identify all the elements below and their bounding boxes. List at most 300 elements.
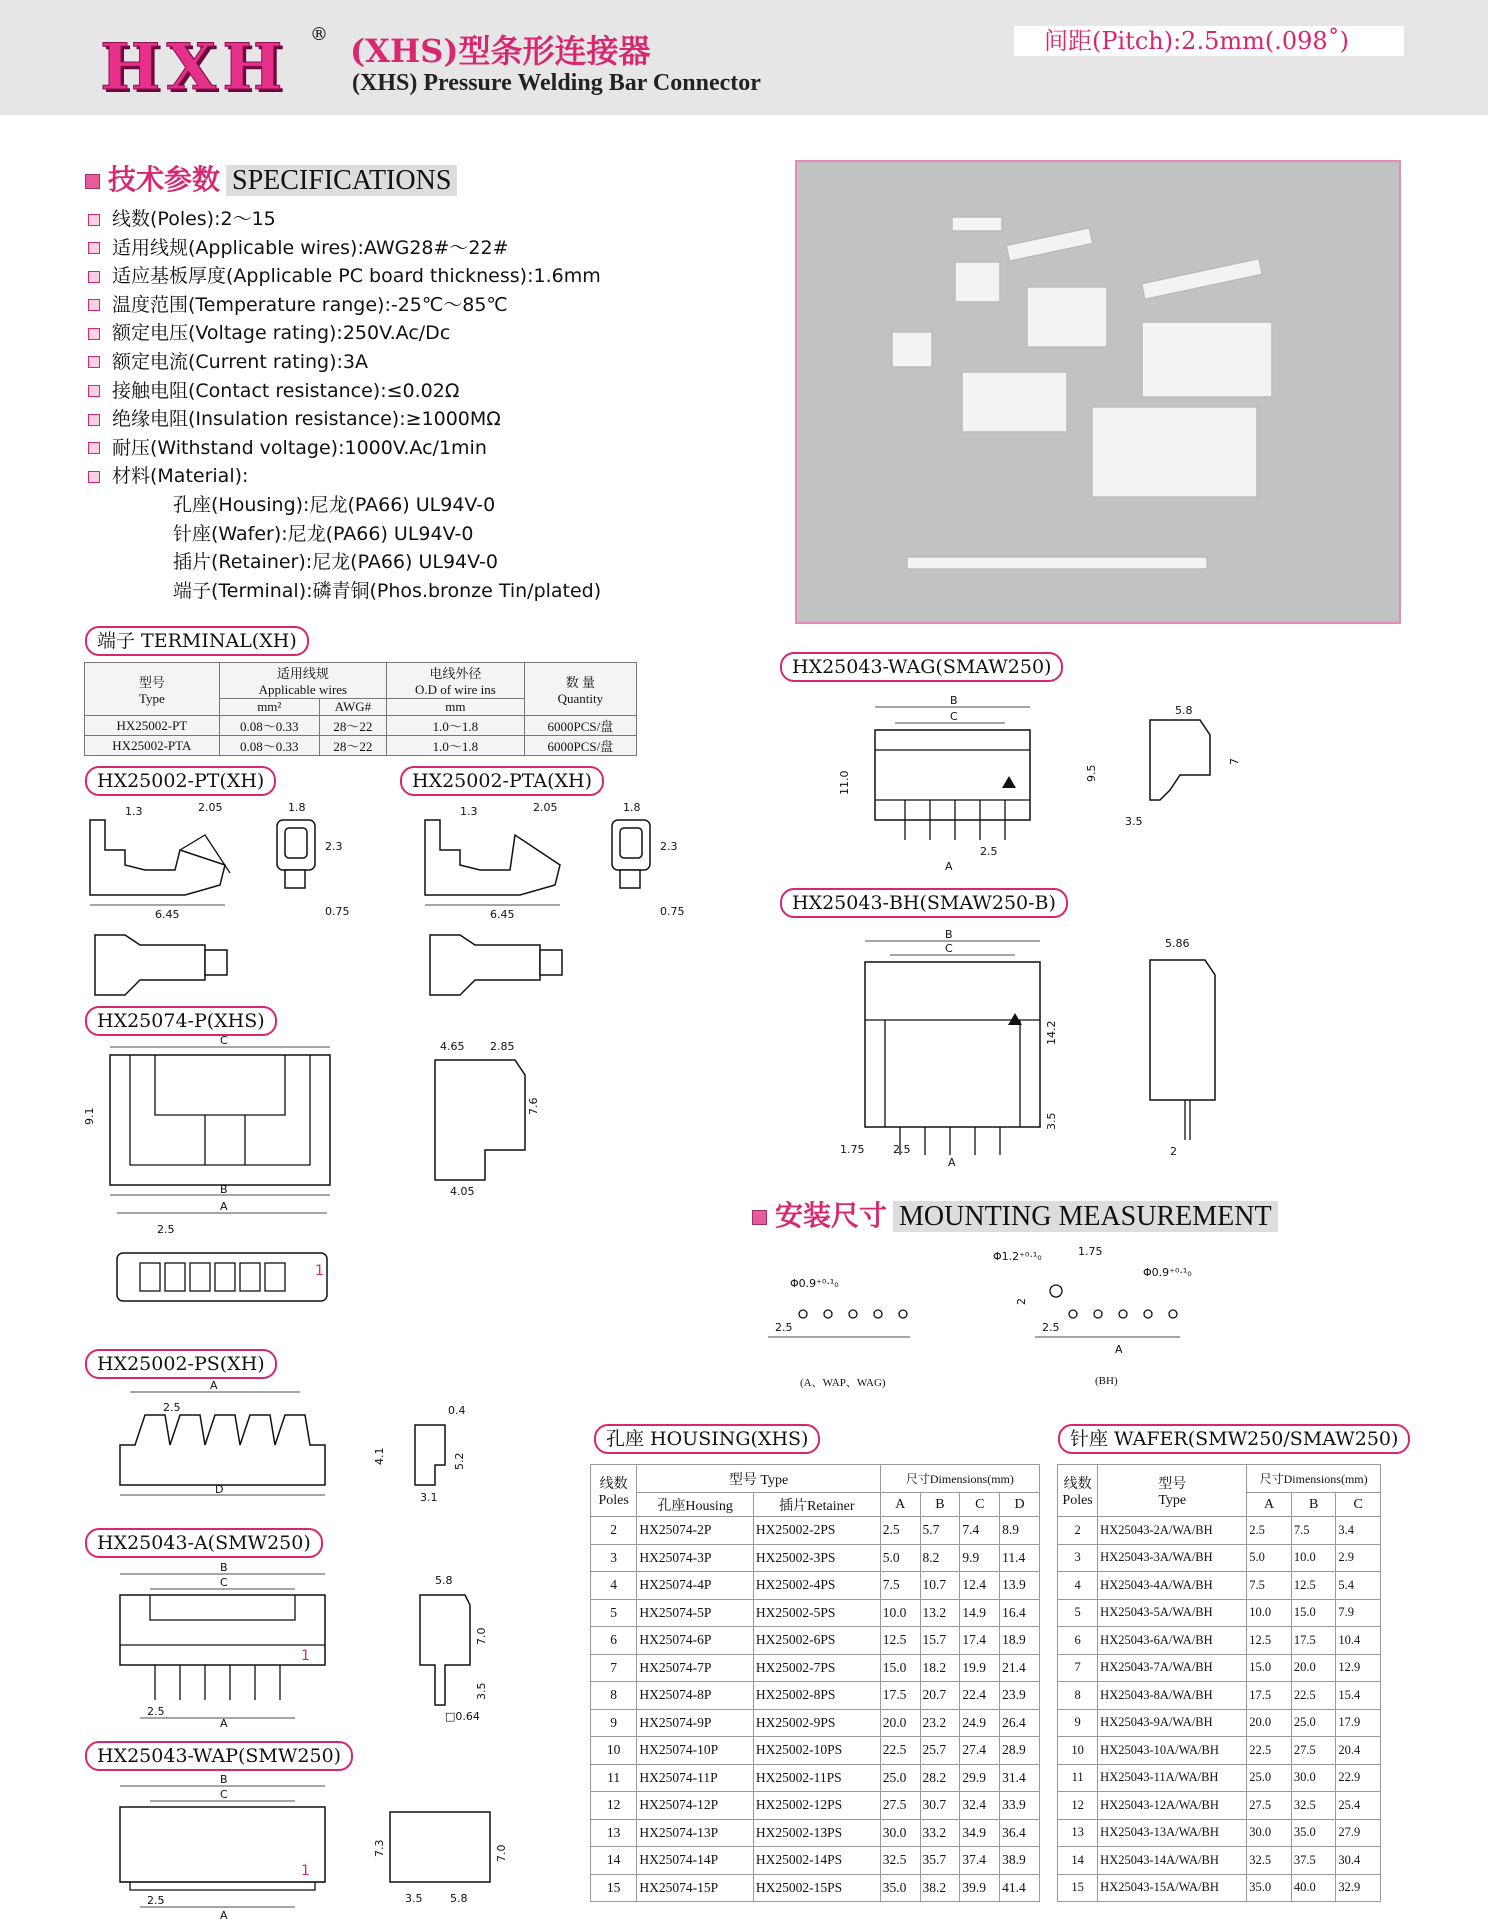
table-cell: 7 (1058, 1654, 1098, 1682)
wag-drawing (830, 690, 1280, 875)
table-cell: HX25043-13A/WA/BH (1098, 1819, 1247, 1847)
table-cell: 28.9 (1000, 1737, 1040, 1765)
table-cell: 7.5 (1291, 1517, 1336, 1545)
table-cell: 26.4 (1000, 1709, 1040, 1737)
spec-text: 适应基板厚度(Applicable PC board thickness):1.6mm (112, 265, 601, 288)
table-row (591, 1764, 1040, 1792)
table-cell: 22.4 (960, 1682, 1000, 1710)
table-cell: 32.5 (880, 1847, 920, 1875)
photo-part (1142, 259, 1263, 300)
dim-label: B (220, 1183, 228, 1196)
bh-drawing (830, 930, 1280, 1170)
spec-text: 接触电阻(Contact resistance):≤0.02Ω (112, 379, 460, 402)
table-cell: 21.4 (1000, 1654, 1040, 1682)
table-cell: HX25043-10A/WA/BH (1098, 1737, 1247, 1765)
table-cell: HX25074-4P (637, 1572, 753, 1600)
mount-hole (824, 1310, 832, 1318)
table-cell: HX25074-14P (637, 1847, 753, 1875)
table-cell: 35.0 (1247, 1874, 1292, 1902)
h-wire: 适用线规 (276, 666, 329, 681)
table-cell: 27.5 (1247, 1792, 1292, 1820)
dim-label: 2.5 (893, 1143, 911, 1156)
dim-label: 3.5 (405, 1892, 423, 1905)
table-cell: 30.0 (880, 1819, 920, 1847)
drawing-shape (117, 1253, 327, 1301)
dim-label: 11.0 (838, 770, 851, 795)
table-cell: 5.7 (920, 1517, 960, 1545)
pitch-info: 间距(Pitch):2.5mm(.098˚) (1014, 26, 1404, 56)
mounting-drawing (760, 1245, 1400, 1395)
spec-item (88, 262, 768, 291)
table-cell: HX25043-5A/WA/BH (1098, 1599, 1247, 1627)
square-bullet-icon (88, 242, 100, 254)
table-cell: HX25074-10P (637, 1737, 753, 1765)
dim-label: 3.5 (1045, 1112, 1058, 1130)
drawing-line (120, 1882, 325, 1890)
table-row (85, 716, 637, 736)
dim-label: D (215, 1483, 224, 1496)
drawing-shape (425, 820, 560, 895)
drawing-shape (865, 962, 1040, 1127)
table-cell: 36.4 (1000, 1819, 1040, 1847)
drawing-shape (1150, 720, 1210, 800)
drawing-shape (875, 730, 1030, 820)
spec-item (88, 462, 768, 491)
table-cell: 18.9 (1000, 1627, 1040, 1655)
dim-label: Φ0.9⁺⁰·¹₀ (1143, 1266, 1192, 1279)
spec-item (88, 377, 768, 406)
table-cell: HX25074-13P (637, 1819, 753, 1847)
dim-label: 0.75 (660, 905, 685, 918)
table-cell: 30.0 (1247, 1819, 1292, 1847)
table-row (591, 1627, 1040, 1655)
square-bullet-icon (88, 214, 100, 226)
cell: 1.0～1.8 (387, 736, 525, 756)
h-wire-en: Applicable wires (258, 682, 348, 697)
mount-hole (1119, 1310, 1127, 1318)
table-cell: HX25002-12PS (753, 1792, 880, 1820)
registered-mark: ® (310, 24, 328, 45)
table-cell: HX25043-15A/WA/BH (1098, 1874, 1247, 1902)
drawing-shape (430, 935, 540, 995)
table-cell: HX25002-3PS (753, 1544, 880, 1572)
table-cell: 29.9 (960, 1764, 1000, 1792)
table-cell: 18.2 (920, 1654, 960, 1682)
h-qty-en: Quantity (557, 690, 604, 706)
mount-hole (799, 1310, 807, 1318)
table-cell: 31.4 (1000, 1764, 1040, 1792)
photo-part (955, 262, 1000, 302)
table-row (1058, 1847, 1381, 1875)
dim-label: A (220, 1717, 228, 1730)
table-cell: 8.9 (1000, 1517, 1040, 1545)
dim-label: A (220, 1200, 228, 1213)
table-cell: 7.9 (1336, 1599, 1381, 1627)
table-row (1058, 1627, 1381, 1655)
h-type-en: Type (138, 690, 165, 706)
table-cell: 15 (1058, 1874, 1098, 1902)
col-b: B (920, 1493, 960, 1517)
table-row (591, 1654, 1040, 1682)
table-cell: 4 (591, 1572, 637, 1600)
dim-label: 1.75 (1078, 1245, 1103, 1258)
table-cell: 39.9 (960, 1874, 1000, 1902)
col-type: 型号 Type (637, 1465, 880, 1493)
col-housing: 孔座Housing (637, 1493, 753, 1517)
cell: HX25002-PT (85, 716, 220, 736)
table-cell: 23.9 (1000, 1682, 1040, 1710)
h-qty: 数 量 (565, 674, 595, 690)
table-cell: 22.5 (1291, 1682, 1336, 1710)
mount-hole (874, 1310, 882, 1318)
dim-label: 1.8 (623, 801, 641, 814)
dim-label: B (945, 928, 953, 941)
table-cell: 2.5 (1247, 1517, 1292, 1545)
table-cell: 27.9 (1336, 1819, 1381, 1847)
dim-label: 2.5 (163, 1401, 181, 1414)
table-cell: HX25002-5PS (753, 1599, 880, 1627)
table-cell: 37.5 (1291, 1847, 1336, 1875)
housing-rows (591, 1517, 1040, 1902)
table-row (591, 1572, 1040, 1600)
table-cell: 2.5 (880, 1517, 920, 1545)
table-cell: 35.7 (920, 1847, 960, 1875)
table-cell: 14 (1058, 1847, 1098, 1875)
dim-label: 9.1 (83, 1107, 96, 1125)
table-cell: 20.0 (880, 1709, 920, 1737)
table-cell: 15 (591, 1874, 637, 1902)
mounting-heading (752, 1194, 1278, 1234)
table-row (591, 1874, 1040, 1902)
square-bullet-icon (752, 1210, 767, 1225)
table-cell: 15.0 (1247, 1654, 1292, 1682)
dim-label: 2.5 (1042, 1321, 1060, 1334)
spec-text: 绝缘电阻(Insulation resistance):≥1000MΩ (112, 408, 501, 431)
table-cell: 15.7 (920, 1627, 960, 1655)
table-cell: 5 (591, 1599, 637, 1627)
table-cell: HX25002-8PS (753, 1682, 880, 1710)
dim-label: 4.05 (450, 1185, 475, 1198)
table-cell: 15.0 (1291, 1599, 1336, 1627)
dim-label: 0.4 (448, 1404, 466, 1417)
table-row (1058, 1792, 1381, 1820)
table-cell: HX25074-5P (637, 1599, 753, 1627)
wafer-label: 针座 WAFER(SMW250/SMAW250) (1058, 1424, 1410, 1454)
table-cell: 5.4 (1336, 1572, 1381, 1600)
h-poles-en: Poles (1062, 1492, 1093, 1508)
dim-label: 2.5 (147, 1894, 165, 1907)
wag-label: HX25043-WAG(SMAW250) (780, 652, 1063, 682)
table-cell: 25.0 (880, 1764, 920, 1792)
dim-label: A (220, 1909, 228, 1922)
dim-label: C (220, 1576, 228, 1589)
table-cell: 37.4 (960, 1847, 1000, 1875)
table-cell: 11.4 (1000, 1544, 1040, 1572)
table-cell: 27.4 (960, 1737, 1000, 1765)
dim-label: 7.0 (495, 1844, 508, 1862)
spec-item (88, 434, 768, 463)
spec-item (88, 234, 768, 263)
dim-label: 7.0 (475, 1627, 488, 1645)
table-row (591, 1709, 1040, 1737)
table-cell: 3 (1058, 1544, 1098, 1572)
h-od: 电线外径 (429, 666, 482, 681)
dim-label: C (950, 710, 958, 723)
dim-label: 1.8 (288, 801, 306, 814)
table-cell: 9.9 (960, 1544, 1000, 1572)
dim-label: 2.3 (660, 840, 678, 853)
wafer-rows (1058, 1517, 1381, 1902)
table-cell: HX25074-15P (637, 1874, 753, 1902)
table-cell: 9 (1058, 1709, 1098, 1737)
col-poles (1058, 1465, 1098, 1517)
drawing-shape (120, 1807, 325, 1882)
table-cell: 8.2 (920, 1544, 960, 1572)
table-cell: 32.5 (1247, 1847, 1292, 1875)
table-cell: HX25002-14PS (753, 1847, 880, 1875)
material-housing: 孔座(Housing):尼龙(PA66) UL94V-0 (173, 493, 496, 516)
pin-one-mark: 1 (301, 1648, 310, 1664)
table-cell: 40.0 (1291, 1874, 1336, 1902)
h-type: 型号 (1158, 1476, 1187, 1492)
mount-hole (1094, 1310, 1102, 1318)
col-b: B (1291, 1493, 1336, 1517)
table-cell: HX25043-4A/WA/BH (1098, 1572, 1247, 1600)
table-cell: HX25074-7P (637, 1654, 753, 1682)
table-cell: 14.9 (960, 1599, 1000, 1627)
table-row (1058, 1517, 1381, 1545)
terminal-label: 端子 TERMINAL(XH) (85, 626, 309, 656)
mount-hole (1069, 1310, 1077, 1318)
spec-item (88, 319, 768, 348)
specs-heading (85, 158, 457, 198)
spec-item (88, 205, 768, 234)
dim-label: 5.8 (450, 1892, 468, 1905)
table-cell: 11 (591, 1764, 637, 1792)
table-cell: HX25002-4PS (753, 1572, 880, 1600)
table-row (85, 736, 637, 756)
wafer-table (1057, 1464, 1381, 1902)
housing-table (590, 1464, 1040, 1902)
table-cell: 3 (591, 1544, 637, 1572)
table-cell: HX25043-8A/WA/BH (1098, 1682, 1247, 1710)
table-row (1058, 1544, 1381, 1572)
spec-text: 温度范围(Temperature range):-25℃～85℃ (112, 293, 508, 316)
table-row (591, 1847, 1040, 1875)
dim-label: 2.3 (325, 840, 343, 853)
bh-label: HX25043-BH(SMAW250-B) (780, 888, 1068, 918)
table-cell: 20.7 (920, 1682, 960, 1710)
dim-label: A (945, 860, 953, 873)
table-cell: 20.4 (1336, 1737, 1381, 1765)
table-cell: HX25002-7PS (753, 1654, 880, 1682)
table-cell: HX25002-15PS (753, 1874, 880, 1902)
table-cell: HX25002-11PS (753, 1764, 880, 1792)
housing-label: 孔座 HOUSING(XHS) (594, 1424, 820, 1454)
table-cell: 7 (591, 1654, 637, 1682)
cell: HX25002-PTA (85, 736, 220, 756)
dim-label: 2 (1015, 1298, 1028, 1305)
photo-part (962, 372, 1067, 432)
cell: 6000PCS/盘 (524, 736, 636, 756)
col-d: D (1000, 1493, 1040, 1517)
table-cell: HX25043-9A/WA/BH (1098, 1709, 1247, 1737)
dim-label: 2.5 (147, 1705, 165, 1718)
table-cell: 20.0 (1247, 1709, 1292, 1737)
dim-label: 3.5 (475, 1682, 488, 1700)
photo-part (907, 557, 1207, 569)
dim-label: A (948, 1156, 956, 1169)
h-poles: 线数 (599, 1476, 628, 1492)
dim-label: 1.75 (840, 1143, 865, 1156)
table-cell: 25.4 (1336, 1792, 1381, 1820)
photo-part (1142, 322, 1272, 397)
photo-part (952, 217, 1002, 231)
photo-part (1092, 407, 1257, 497)
title-chinese: (XHS)型条形连接器 (350, 32, 651, 70)
cell: 0.08～0.33 (219, 736, 319, 756)
dim-label: 2.85 (490, 1040, 515, 1053)
table-cell: 32.5 (1291, 1792, 1336, 1820)
dim-label: 5.2 (453, 1452, 466, 1470)
mount-caption: (BH) (1095, 1375, 1118, 1387)
dim-label: 2.05 (198, 801, 223, 814)
table-cell: 20.0 (1291, 1654, 1336, 1682)
h-type-en: Type (1158, 1492, 1187, 1508)
specs-list (88, 205, 768, 605)
table-cell: 9 (591, 1709, 637, 1737)
spec-text: 适用线规(Applicable wires):AWG28#～22# (112, 236, 509, 259)
table-cell: 2 (1058, 1517, 1098, 1545)
dim-label: 2 (1170, 1145, 1177, 1158)
terminal-table (84, 662, 637, 756)
table-cell: 17.5 (1247, 1682, 1292, 1710)
square-bullet-icon (88, 414, 100, 426)
table-cell: HX25002-2PS (753, 1517, 880, 1545)
table-row (1058, 1654, 1381, 1682)
drawing-shape (1150, 960, 1215, 1100)
table-cell: 17.5 (1291, 1627, 1336, 1655)
dim-label: 1.3 (460, 805, 478, 818)
dim-label: 2.05 (533, 801, 558, 814)
square-bullet-icon (85, 174, 100, 189)
spec-text: 材料(Material): (112, 465, 249, 488)
table-cell: 32.4 (960, 1792, 1000, 1820)
specs-heading-en: SPECIFICATIONS (226, 165, 457, 196)
dim-label: 7.3 (373, 1839, 386, 1857)
table-cell: 35.0 (1291, 1819, 1336, 1847)
table-cell: HX25074-12P (637, 1792, 753, 1820)
col-poles (591, 1465, 637, 1517)
table-cell: 33.9 (1000, 1792, 1040, 1820)
col-type (1098, 1465, 1247, 1517)
dim-label: 5.8 (435, 1574, 453, 1587)
table-cell: HX25074-6P (637, 1627, 753, 1655)
table-row (1058, 1709, 1381, 1737)
table-row (1058, 1572, 1381, 1600)
spec-item (88, 348, 768, 377)
table-cell: 10.0 (1291, 1544, 1336, 1572)
table-cell: 10.7 (920, 1572, 960, 1600)
table-row (591, 1792, 1040, 1820)
table-cell: 24.9 (960, 1709, 1000, 1737)
col-dims: 尺寸Dimensions(mm) (880, 1465, 1039, 1493)
col-dims: 尺寸Dimensions(mm) (1247, 1465, 1381, 1493)
table-cell: 13 (591, 1819, 637, 1847)
pin-one-mark: 1 (315, 1263, 324, 1279)
table-row (1058, 1874, 1381, 1902)
mount-hole (1144, 1310, 1152, 1318)
table-cell: 23.2 (920, 1709, 960, 1737)
table-row (591, 1599, 1040, 1627)
h-mm2: mm² (219, 699, 319, 716)
table-cell: 13 (1058, 1819, 1098, 1847)
col-wire (219, 663, 386, 699)
drawing-shape (205, 950, 227, 975)
table-cell: 33.2 (920, 1819, 960, 1847)
dim-label: 5.86 (1165, 937, 1190, 950)
dim-label: 1.3 (125, 805, 143, 818)
table-cell: HX25043-7A/WA/BH (1098, 1654, 1247, 1682)
pta-label: HX25002-PTA(XH) (400, 766, 604, 796)
drawing-shape (390, 1812, 490, 1882)
photo-part (1027, 287, 1107, 347)
a-drawing (105, 1560, 488, 1730)
table-cell: 25.7 (920, 1737, 960, 1765)
dim-label: 3.5 (1125, 815, 1143, 828)
drawing-shape (620, 870, 640, 888)
table-cell: HX25043-14A/WA/BH (1098, 1847, 1247, 1875)
col-qty (524, 663, 636, 716)
drawing-shape (90, 820, 225, 895)
h-awg: AWG# (319, 699, 386, 716)
wap-drawing (105, 1772, 508, 1922)
table-cell: 8 (591, 1682, 637, 1710)
table-cell: 25.0 (1247, 1764, 1292, 1792)
table-cell: 17.5 (880, 1682, 920, 1710)
dim-label: Φ1.2⁺⁰·¹₀ (993, 1250, 1042, 1263)
table-cell: HX25074-11P (637, 1764, 753, 1792)
pt-label: HX25002-PT(XH) (85, 766, 276, 796)
table-cell: 22.5 (880, 1737, 920, 1765)
col-retainer: 插片Retainer (753, 1493, 880, 1517)
dim-label: Φ0.9⁺⁰·¹₀ (790, 1277, 839, 1290)
table-row (591, 1819, 1040, 1847)
dim-label: 9.5 (1085, 764, 1098, 782)
dim-label: B (950, 694, 958, 707)
drawing-shape (540, 950, 562, 975)
table-cell: HX25002-13PS (753, 1819, 880, 1847)
table-cell: HX25043-12A/WA/BH (1098, 1792, 1247, 1820)
table-row (591, 1682, 1040, 1710)
mount-hole (899, 1310, 907, 1318)
dim-label: 4.1 (373, 1447, 386, 1465)
table-cell: 13.9 (1000, 1572, 1040, 1600)
table-row (591, 1737, 1040, 1765)
h-type: 型号 (138, 674, 165, 690)
table-cell: 7.5 (880, 1572, 920, 1600)
mount-caption: (A、WAP、WAG) (800, 1377, 886, 1389)
table-cell: HX25074-2P (637, 1517, 753, 1545)
dim-label: C (945, 942, 953, 955)
dim-label: 7.6 (527, 1097, 540, 1115)
col-type (85, 663, 220, 716)
table-cell: 30.4 (1336, 1847, 1381, 1875)
dim-label: A (1115, 1343, 1123, 1356)
table-cell: HX25043-11A/WA/BH (1098, 1764, 1247, 1792)
dim-label: B (220, 1773, 228, 1786)
table-cell: 25.0 (1291, 1709, 1336, 1737)
